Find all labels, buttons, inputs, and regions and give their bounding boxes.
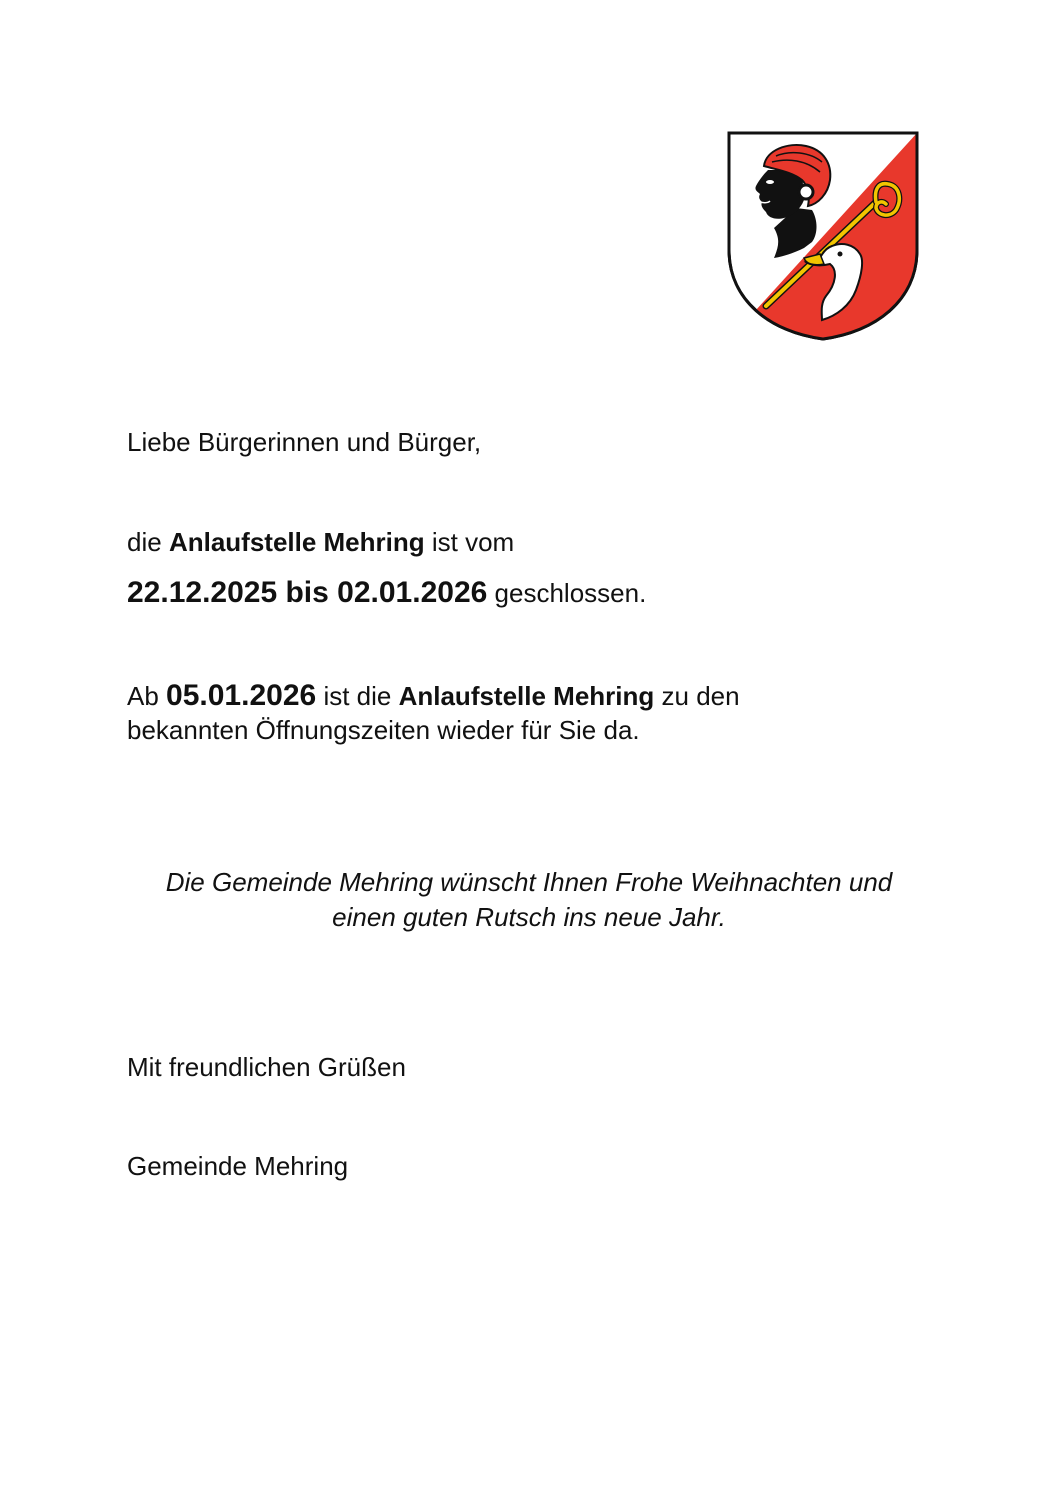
closure-notice-line2 [127, 576, 646, 610]
office-name: Anlaufstelle Mehring [168, 527, 425, 557]
salutation [127, 425, 481, 459]
signature-text: Gemeinde Mehring [127, 1151, 349, 1181]
reopen-prefix: Ab [127, 681, 159, 711]
reopening-line2: bekannten Öffnungszeiten wieder für Sie da. [127, 715, 640, 745]
closing [127, 1050, 406, 1084]
holiday-wishes [0, 865, 1058, 935]
reopen-office-name: Anlaufstelle Mehring [398, 681, 655, 711]
coat-of-arms-emblem [726, 130, 920, 342]
reopen-middle: ist die [323, 681, 392, 711]
signature [127, 1149, 348, 1183]
notice-prefix: die [127, 527, 162, 557]
salutation-text: Liebe Bürgerinnen und Bürger, [127, 427, 482, 457]
closure-notice-line1 [127, 525, 514, 559]
reopening-line1 [127, 679, 740, 713]
wishes-line2: einen guten Rutsch ins neue Jahr. [332, 902, 726, 932]
wishes-line1: Die Gemeinde Mehring wünscht Ihnen Frohe Weihnachten und [165, 867, 893, 897]
reopen-line1-suffix: zu den [661, 681, 740, 711]
reopening-paragraph [127, 679, 740, 747]
reopen-date: 05.01.2026 [166, 679, 317, 712]
closure-date-range: 22.12.2025 bis 02.01.2026 [127, 576, 488, 609]
closing-text: Mit freundlichen Grüßen [127, 1052, 406, 1082]
notice-middle: ist vom [431, 527, 515, 557]
notice-suffix: geschlossen. [494, 578, 647, 608]
